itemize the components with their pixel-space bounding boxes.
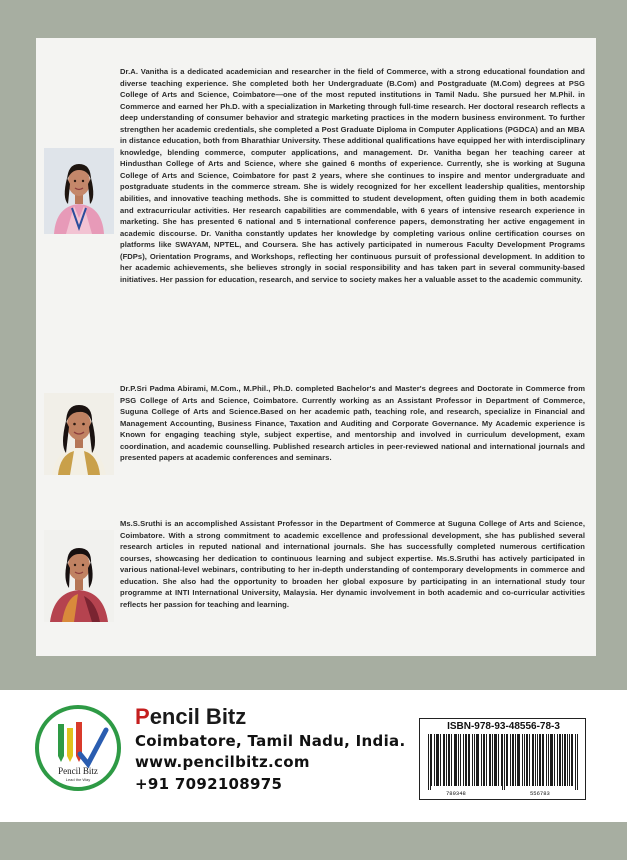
barcode-bar <box>434 734 435 786</box>
barcode-bar <box>460 734 461 786</box>
barcode-bar <box>575 734 576 790</box>
barcode-bar <box>448 734 449 786</box>
barcode-bar <box>443 734 444 786</box>
barcode-bar <box>478 734 479 786</box>
barcode-bar <box>438 734 439 786</box>
author-bio-panel <box>36 38 596 656</box>
barcode-bar <box>513 734 514 786</box>
barcode-bar <box>557 734 558 786</box>
publisher-name-initial: P <box>135 704 150 729</box>
barcode-bar <box>546 734 547 786</box>
barcode-bar <box>577 734 578 790</box>
barcode-bar <box>517 734 518 786</box>
barcode-bar <box>569 734 570 786</box>
barcode-bar <box>507 734 508 786</box>
barcode-bar <box>449 734 450 786</box>
author-bio-abirami: Dr.P.Sri Padma Abirami, M.Com., M.Phil., Ph.D. completed Bachelor's and Master's degrees and Doctorate in Commerce from PSG College of Arts and Science, Coimbatore. Currently working as an Assistant Professor in Department of Commerce, Suguna College of Arts and Science.Based on her academic path, teaching role, and research, specialize in Financial and Management Accounting, Business Finance, Taxation and Auditing and Corporate Governance. My Academic experience is Known for engaging teaching style, subject expertise, and mentorship and involved in curriculum development, exam coordination, and academic counselling. Published research articles in peer-reviewed national and international journals and presented papers at academic conferences and seminars. <box>120 384 585 463</box>
barcode-bar <box>542 734 543 786</box>
author-photo-sruthi <box>44 530 114 622</box>
barcode-bar <box>456 734 457 786</box>
barcode-bar <box>562 734 563 786</box>
barcode-bars <box>428 734 578 790</box>
barcode-bar <box>535 734 536 786</box>
author-photo-vanitha <box>44 148 114 234</box>
pencil-bitz-logo <box>34 704 122 792</box>
barcode-bar <box>476 734 477 786</box>
publisher-strip <box>0 690 627 822</box>
barcode-bar <box>559 734 560 786</box>
publisher-phone: +91 7092108975 <box>135 775 283 793</box>
isbn-label: ISBN-978-93-48556-78-3 <box>447 721 560 732</box>
barcode-bar <box>515 734 516 786</box>
barcode-bar <box>551 734 552 786</box>
barcode-bar <box>533 734 534 786</box>
barcode-bar <box>465 734 466 786</box>
barcode-bar <box>552 734 553 786</box>
barcode-bar <box>524 734 525 786</box>
barcode-bar <box>446 734 447 786</box>
publisher-website[interactable]: www.pencilbitz.com <box>135 753 310 771</box>
barcode-bar <box>428 734 429 790</box>
barcode-bar <box>554 734 555 786</box>
barcode-bar <box>490 734 491 786</box>
barcode-bar <box>506 734 507 786</box>
barcode-bar <box>532 734 533 786</box>
author-bio-sruthi: Ms.S.Sruthi is an accomplished Assistant Professor in the Department of Commerce at Suguna College of Arts and Science, Coimbatore. With a strong commitment to academic excellence and professional development, she has published several research articles in reputed national and international journals. She has successfully completed numerous certification courses, showcasing her dedication to continuous learning and subject expertise. Ms.S.Sruthi has actively participated in various national-level webinars, contributing to her in-depth understanding of contemporary developments in commerce and education. She also had the opportunity to broaden her global exposure by participating in an international study tour programme at INTI International University, Malaysia. Her dynamic involvement in both academic and co-curricular activities reflects her passion for teaching and learning. <box>120 519 585 609</box>
barcode-bar <box>436 734 437 786</box>
barcode-bar <box>454 734 455 786</box>
author-photo-abirami <box>44 393 114 475</box>
barcode-bar <box>472 734 473 786</box>
barcode-bar <box>529 734 530 786</box>
barcode-bar <box>498 734 499 786</box>
svg-text:Pencil Bitz: Pencil Bitz <box>58 766 98 776</box>
barcode-bar <box>431 734 432 786</box>
barcode-bar <box>484 734 485 786</box>
author-bio-vanitha: Dr.A. Vanitha is a dedicated academician and researcher in the field of Commerce, with a strong educational foundation and diverse teaching experience. She completed both her Undergraduate (B.Com) and Postgraduate (M.Com) degrees at PSG College of Arts and Science, Coimbatore—one of the most reputed institutions in Tamil Nadu. She pursued her M.Phil. in Commerce and earned her Ph.D. with a specialization in Marketing through full-time research. Her doctoral research reflects a deep understanding of consumer behavior and strategic marketing practices in the modern business environment. To further strengthen her academic credentials, she completed a Post Graduate Diploma in Computer Applications (PGDCA) and an MBA in distance education, both from Bharathiar University. These additional qualifications have equipped her with interdisciplinary knowledge, blending commerce, computer applications, and management. Dr. Vanitha began her teaching career at Hindusthan College of Arts and Science, where she gained 6 months of experience. Currently, she is working at Suguna College of Arts and Science, Coimbatore for past 2 years, where she continues to inspire and mentor undergraduate and postgraduate students in the commerce stream. She is widely recognized for her excellent leadership qualities, mentorship abilities, and innovative teaching methods. She is committed to student development, often guiding them in both academic and extracurricular activities. Her research capabilities are commendable, with 6 years of intensive research experience in marketing. She has presented 6 national and 5 international conference papers, demonstrating her active engagement in academic discourse. Dr. Vanitha constantly updates her knowledge by completing various online certification courses on platforms like SWAYAM, NPTEL, and Coursera. She has actively participated in numerous Faculty Development Programs (FDPs), Orientation Programs, and Workshops, reflecting her continuous pursuit of professional development. In addition to her academic achievements, she believes strongly in social responsibility and has taken part in several community-based initiatives. Her passion for education, research, and service to society makes her a valuable asset to the academic community. <box>120 67 585 284</box>
barcode-bar <box>495 734 496 786</box>
barcode-bar <box>458 734 459 786</box>
barcode-bar <box>571 734 572 786</box>
barcode-bar <box>518 734 519 786</box>
barcode-digits-right: 556783 <box>530 790 550 797</box>
barcode-bar <box>527 734 528 786</box>
barcode-bar <box>440 734 441 786</box>
barcode-bar <box>468 734 469 786</box>
barcode-bar <box>492 734 493 786</box>
barcode-bar <box>539 734 540 786</box>
barcode-bar <box>444 734 445 786</box>
barcode-bar <box>477 734 478 786</box>
barcode-bar <box>565 734 566 786</box>
barcode-bar <box>522 734 523 786</box>
barcode-bar <box>543 734 544 786</box>
barcode-bar <box>510 734 511 786</box>
barcode-bar <box>483 734 484 786</box>
barcode-bar <box>572 734 573 786</box>
barcode-bar <box>540 734 541 786</box>
publisher-name <box>135 704 246 730</box>
barcode-bar <box>537 734 538 786</box>
barcode-digits-left: 789348 <box>446 790 466 797</box>
barcode-bar <box>548 734 549 786</box>
barcode-bar <box>481 734 482 786</box>
barcode-bar <box>466 734 467 786</box>
isbn-barcode <box>419 718 586 800</box>
barcode-bar <box>469 734 470 786</box>
barcode-bar <box>550 734 551 786</box>
barcode-bar <box>567 734 568 786</box>
barcode-bar <box>463 734 464 786</box>
barcode-bar <box>474 734 475 786</box>
publisher-address: Coimbatore, Tamil Nadu, India. <box>135 732 406 750</box>
barcode-bar <box>451 734 452 786</box>
svg-text:Lead the Way: Lead the Way <box>65 777 91 782</box>
barcode-bar <box>489 734 490 786</box>
barcode-bar <box>512 734 513 786</box>
barcode-bar <box>526 734 527 786</box>
barcode-bar <box>496 734 497 786</box>
barcode-bar <box>486 734 487 786</box>
publisher-name-rest: encil Bitz <box>149 704 247 729</box>
barcode-bar <box>560 734 561 786</box>
barcode-bar <box>564 734 565 786</box>
barcode-bar <box>437 734 438 786</box>
barcode-bar <box>494 734 495 786</box>
barcode-bar <box>504 734 505 790</box>
barcode-bar <box>519 734 520 786</box>
barcode-bar <box>501 734 502 786</box>
barcode-bar <box>502 734 503 790</box>
barcode-bar <box>430 734 431 790</box>
barcode-bar <box>455 734 456 786</box>
